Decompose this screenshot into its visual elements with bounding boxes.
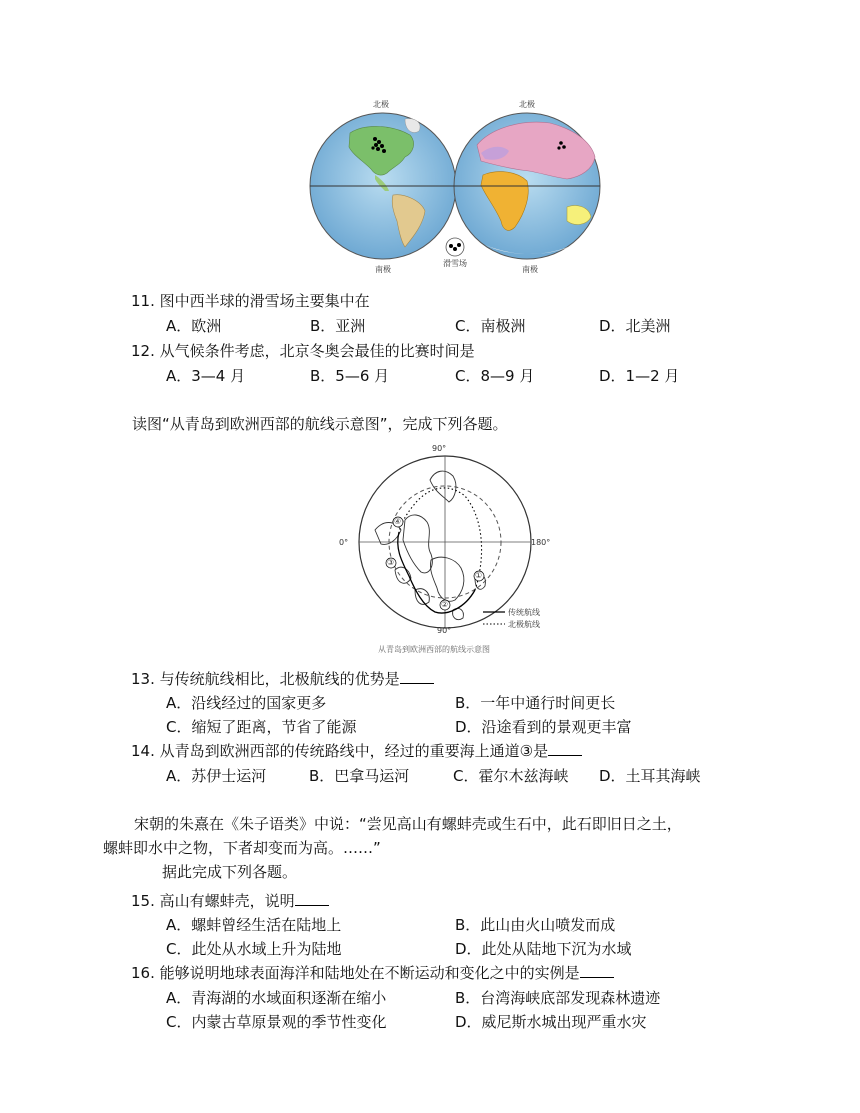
- q16-option-d[interactable]: D．威尼斯水城出现严重水灾: [455, 1013, 647, 1031]
- q14-option-c[interactable]: C．霍尔木兹海峡: [453, 767, 569, 785]
- q12-option-b[interactable]: B．5—6 月: [310, 367, 390, 385]
- legend-traditional-route: 传统航线: [508, 608, 540, 617]
- q12-option-a[interactable]: A．3—4 月: [166, 367, 246, 385]
- q12-option-d[interactable]: D．1—2 月: [599, 367, 680, 385]
- q15-answer-blank: [295, 891, 329, 906]
- q15-option-b[interactable]: B．此山由火山喷发而成: [455, 916, 616, 934]
- passage-line-1: 宋朝的朱熹在《朱子语类》中说：“尝见高山有螺蚌壳或生石中，此石即旧日之土，: [134, 815, 682, 833]
- q14-option-a[interactable]: A．苏伊士运河: [166, 767, 267, 785]
- north-pole-label-west: 北极: [373, 100, 389, 109]
- q11-stem: 11. 图中西半球的滑雪场主要集中在: [131, 292, 370, 310]
- q16-option-b[interactable]: B．台湾海峡底部发现森林遗迹: [455, 989, 661, 1007]
- route-marker-2: ②: [441, 600, 449, 609]
- q11-option-c[interactable]: C．南极洲: [455, 317, 526, 335]
- q11-option-b[interactable]: B．亚洲: [310, 317, 366, 335]
- q15-stem: [131, 890, 329, 911]
- route-marker-3: ③: [387, 558, 395, 567]
- q13-option-d[interactable]: D．沿途看到的景观更丰富: [455, 718, 632, 736]
- south-pole-label-west: 南极: [375, 265, 391, 274]
- q13-option-a[interactable]: A．沿线经过的国家更多: [166, 694, 327, 712]
- passage-line-3: 据此完成下列各题。: [162, 863, 298, 881]
- q15-option-a[interactable]: A．螺蚌曾经生活在陆地上: [166, 916, 342, 934]
- q13-stem: [131, 668, 434, 689]
- q16-option-a[interactable]: A．青海湖的水域面积逐渐在缩小: [166, 989, 387, 1007]
- q16-stem-text: 16. 能够说明地球表面海洋和陆地处在不断运动和变化之中的实例是: [131, 964, 580, 982]
- polar-map-caption: 从青岛到欧洲西部的航线示意图: [378, 645, 490, 654]
- q14-stem: [131, 740, 582, 761]
- polar-map-label-left: 0°: [339, 538, 349, 547]
- q13-answer-blank: [400, 669, 434, 684]
- q16-stem: [131, 962, 614, 983]
- q15-option-c[interactable]: C．此处从水域上升为陆地: [166, 940, 342, 958]
- q14-answer-blank: [548, 741, 582, 756]
- q15-stem-text: 15. 高山有螺蚌壳，说明: [131, 892, 295, 910]
- north-pole-label-east: 北极: [519, 100, 535, 109]
- q11-option-d[interactable]: D．北美洲: [599, 317, 671, 335]
- q16-option-c[interactable]: C．内蒙古草原景观的季节性变化: [166, 1013, 387, 1031]
- q12-option-c[interactable]: C．8—9 月: [455, 367, 535, 385]
- route-intro: 读图“从青岛到欧洲西部的航线示意图”，完成下列各题。: [132, 415, 508, 433]
- q14-option-d[interactable]: D．土耳其海峡: [599, 767, 701, 785]
- legend-arctic-route: 北极航线: [508, 620, 540, 629]
- ski-resort-legend-icon: [446, 238, 464, 256]
- q14-stem-text: 14. 从青岛到欧洲西部的传统路线中，经过的重要海上通道③是: [131, 742, 549, 760]
- q13-stem-text: 13. 与传统航线相比，北极航线的优势是: [131, 670, 400, 688]
- polar-map-label-bottom: 90°: [437, 626, 452, 635]
- q15-option-d[interactable]: D．此处从陆地下沉为水域: [455, 940, 632, 958]
- ski-resort-legend-label: 滑雪场: [443, 259, 467, 268]
- route-marker-1: ①: [475, 571, 483, 580]
- polar-map-label-right: 180°: [531, 538, 551, 547]
- q16-answer-blank: [580, 963, 614, 978]
- hemisphere-map: [305, 95, 605, 275]
- q12-stem: 12. 从气候条件考虑，北京冬奥会最佳的比赛时间是: [131, 342, 475, 360]
- q13-option-c[interactable]: C．缩短了距离，节省了能源: [166, 718, 357, 736]
- q11-option-a[interactable]: A．欧洲: [166, 317, 222, 335]
- route-marker-4: ④: [394, 517, 402, 526]
- south-pole-label-east: 南极: [522, 265, 538, 274]
- q13-option-b[interactable]: B．一年中通行时间更长: [455, 694, 616, 712]
- passage-line-2: 螺蚌即水中之物，下者却变而为高。……”: [103, 839, 381, 857]
- polar-map-label-top: 90°: [432, 444, 447, 453]
- q14-option-b[interactable]: B．巴拿马运河: [309, 767, 410, 785]
